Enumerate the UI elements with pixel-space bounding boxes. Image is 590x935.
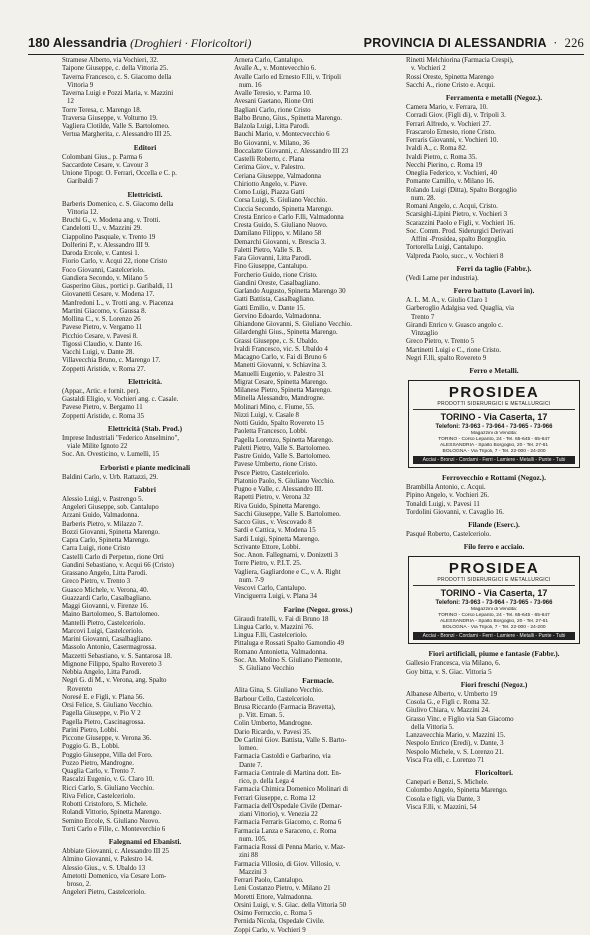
- directory-entry: Colin Umberto, Mandrogne.: [234, 720, 313, 728]
- directory-entry: Goy bitta, v. S. Giac. Vittoria 5: [406, 668, 492, 676]
- directory-entry: Torre Teresa, c. Marengo 18.: [62, 106, 142, 114]
- directory-entry: Soc. An. Molino S. Giuliano Piemonte,: [234, 656, 343, 664]
- directory-entry: Vertua Margherita, c. Alessandro III 25.: [62, 131, 172, 139]
- directory-entry: Giovanetti Cesare, v. Modena 17.: [62, 291, 155, 299]
- section-heading: Ferramenta e metalli (Negoz.).: [445, 93, 543, 102]
- directory-entry: Vittoria 9: [67, 81, 94, 89]
- directory-entry: Riva Guido, Spinetta Marengo.: [234, 502, 321, 510]
- ad-line: BOLOGNA - Via Tripoli, 7 - Tel. 22-000 - 24-200: [442, 625, 546, 631]
- directory-entry: Canepari e Benzi, S. Michele.: [406, 779, 489, 786]
- directory-entry: Migrat Cesare, Spinetta Marengo.: [234, 378, 328, 386]
- ad-brand: PROSIDEA: [448, 560, 540, 578]
- header-subtitle: (Droghieri · Floricoltori): [130, 36, 252, 50]
- directory-entry: Ivaldi Pietro, c. Roma 35.: [406, 153, 477, 161]
- directory-entry: Soc. Comm. Prod. Siderurgici Derivati: [406, 227, 514, 235]
- directory-entry: Pavese Pietro, v. Bergamo 11: [62, 404, 143, 412]
- directory-entry: Negri G. di M., v. Verona, ang. Spalto: [62, 677, 167, 685]
- directory-entry: Alessio Gius., v. S. Ubaldo 13: [62, 864, 146, 872]
- directory-entry: 12: [67, 98, 74, 106]
- directory-entry: Soc. An. Ovesticino, v. Lumelli, 15: [62, 451, 160, 459]
- section-heading: Ferrovecchio e Rottami (Negoz.).: [442, 473, 546, 482]
- header-left: [28, 35, 251, 51]
- directory-entry: Lingua Carlo, v. Mazzini 76.: [234, 623, 314, 631]
- directory-entry: Tordolini Giovanni, v. Cavaglio 16.: [406, 508, 505, 516]
- header-right-number: 226: [564, 35, 584, 50]
- directory-entry: Gandini Sebastiano, v. Acqui 66 (Cristo): [62, 561, 174, 569]
- directory-entry: Robotti Cristoforo, S. Michele.: [62, 801, 148, 808]
- directory-entry: Castelli Carlo di Perpetuo, rione Orti: [62, 553, 164, 561]
- directory-entry: Pesce Pietro, Castelceriolo.: [234, 469, 310, 477]
- prosidea-advertisement: [408, 380, 580, 468]
- directory-entry: Stramese Alberto, via Vochieri, 32.: [62, 57, 159, 64]
- directory-entry: Oneglia Federico, v. Vochieri, 40: [406, 170, 497, 177]
- directory-entry: zini 88: [239, 852, 258, 860]
- section-heading: Farine (Negoz. gross.): [283, 604, 353, 614]
- directory-entry: Bo Giovanni, v. Milano, 36: [234, 139, 310, 147]
- directory-entry: Avesani Gaetano, Rione Orti: [234, 98, 314, 106]
- directory-entry: Faletti Pietro, Valle S. B.: [234, 246, 303, 254]
- directory-entry: Guasco Michele, v. Verona, 40.: [62, 586, 149, 594]
- directory-entry: Ivaldi Francesco, vic. S. Ubaldo 4: [234, 345, 328, 353]
- ad-address: TORINO - Via Caserta, 17: [440, 588, 548, 599]
- directory-entry: Barbour Cello, Castelceriolo.: [234, 695, 315, 703]
- directory-entry: Orsi Felice, S. Giuliano Vecchio.: [62, 702, 153, 709]
- directory-entry: Cosola G., e Figli c. Roma 32.: [406, 699, 490, 706]
- directory-entry: (Vedi Lame per industria).: [406, 274, 479, 282]
- directory-entry: Notti Guido, Spalto Rovereto 15: [234, 420, 324, 427]
- directory-entry: num. 16: [239, 81, 262, 89]
- directory-entry: De Carlini Giov. Battista, Valle S. Barto-: [234, 736, 347, 744]
- directory-entry: Picchio Cesare, v. Pavesi 8.: [62, 332, 138, 340]
- section-heading: Falegnami ed Ebanisti.: [108, 837, 182, 846]
- section-heading: Ferro battuto (Lavori in).: [453, 286, 535, 295]
- directory-entry: Imprese Industriali "Federico Anselmino",: [62, 434, 179, 442]
- directory-entry: Rinetti Melchiorina (Farmacia Crespi),: [406, 57, 514, 64]
- directory-entry: Poggio Giuseppe, Villa del Foro.: [62, 751, 153, 759]
- directory-entry: Vescovi Carlo, Cantalupo.: [234, 585, 307, 592]
- ad-line: TORINO - Corso Lepanto, 24 - Tel. 65-645 - 65-647: [438, 437, 550, 442]
- directory-entry: Scarsighi-Lipini Pietro, v. Vochieri 3: [406, 211, 508, 219]
- directory-entry: Sacchi Giuseppe, Valle S. Bartolomeo.: [234, 510, 341, 518]
- directory-entry: Bagliani Carlo, rione Cristo: [234, 106, 311, 114]
- directory-entry: Torti Carlo e Fille, c. Monteverchio 6: [62, 825, 166, 833]
- header-right: PROVINCIA DI ALESSANDRIA · 226: [363, 35, 584, 50]
- directory-entry: Giulivo Chiara, v. Mazzini 24.: [406, 707, 490, 715]
- directory-entry: Farmacia Castoldi e Garbarino, via: [234, 753, 331, 761]
- directory-entry: Cresta Guido, S. Giuliano Nuovo.: [234, 222, 328, 229]
- section-heading: Ferri da taglio (Fabbr.).: [456, 263, 532, 273]
- directory-entry: Manetti Giovanni, v. Schiavina 3.: [234, 362, 327, 370]
- column-2: [234, 57, 402, 935]
- directory-entry: Maggi Giovanni, v. Firenze 16.: [62, 603, 149, 610]
- ad-line: Magazzini di Vendita:: [470, 607, 518, 613]
- directory-entry: Massolo Antonio, Casermagrossa.: [62, 644, 157, 652]
- directory-entry: Semino Ercole, S. Giuliano Nuovo.: [62, 817, 160, 825]
- directory-entry: Ferrari Giuseppe, c. Roma 12: [234, 794, 316, 802]
- ad-brand: PROSIDEA: [448, 384, 540, 401]
- directory-entry: Chiriotto Angelo, v. Piave.: [234, 180, 308, 188]
- directory-entry: Grassano Angelo, Litta Parodi.: [62, 570, 148, 577]
- directory-entry: Traversa Giuseppe, v. Volturno 19.: [62, 114, 158, 122]
- directory-entry: Barberis Domenico, c. S. Giacomo della: [62, 200, 174, 208]
- directory-entry: Mantelli Pietro, Castelceriolo.: [62, 619, 146, 627]
- directory-entry: Pagella Pietro, Cascinagrossa.: [62, 718, 146, 726]
- directory-entry: Pittaluga e Rossati Spalto Gamondio 49: [234, 640, 345, 648]
- directory-entry: Pavese Umberto, rione Cristo.: [234, 461, 318, 469]
- directory-entry: Zoppetti Aristide, v. Roma 27.: [62, 365, 146, 373]
- section-heading: Filo ferro e acciaio.: [463, 542, 525, 552]
- directory-entry: Taipone Giuseppe, c. della Vittoria 25.: [62, 65, 169, 73]
- directory-entry: Maino Bartolomeo, S. Bartolomeo.: [62, 611, 160, 619]
- ad-footer: Acciai - Bronzi - Cordami - Ferri - Lamiere - Metalli - Punte - Tubi: [413, 456, 575, 464]
- directory-entry: Minella Alessandro, Mandrogne.: [234, 395, 325, 403]
- directory-entry: Rolando Luigi (Ditta), Spalto Borgoglio: [406, 186, 517, 194]
- directory-entry: Pipino Angelo, v. Vochieri 26.: [406, 492, 489, 500]
- column-1: [62, 57, 228, 898]
- directory-entry: Colombo Angelo, Spinetta Marengo.: [406, 787, 508, 795]
- page-number: 180: [28, 35, 50, 50]
- directory-entry: Nespolo Enrico (Eredi), v. Dante, 3: [406, 740, 504, 748]
- directory-entry: Necchi Pierino, c. Roma 19: [406, 161, 483, 169]
- directory-entry: v. Vochieri 2: [411, 65, 446, 73]
- directory-entry: Farmacia Villosio, di Giov. Villosio, v.: [234, 860, 341, 868]
- ad-address: TORINO - Via Caserta, 17: [440, 412, 548, 422]
- directory-entry: Ferraris Giovanni, v. Vochieri 10.: [406, 137, 499, 144]
- page-header: [28, 32, 584, 55]
- ad-line: BOLOGNA - Via Tripoli, 7 - Tel. 22-000 - 24-200: [442, 449, 546, 454]
- ad-phone: Telefoni: 73-963 - 73-964 - 73-965 - 73-966: [435, 600, 553, 607]
- directory-entry: Mazzini 3: [239, 868, 267, 876]
- directory-entry: Milanese Pietro, Spinetta Marengo.: [234, 387, 332, 394]
- directory-entry: Grasso Vinc. e Figlio via San Giacomo: [406, 715, 514, 723]
- directory-entry: Bozzi Giovanni, Spinetta Marengo.: [62, 528, 160, 536]
- directory-entry: Romano Antonietta, Valmadonna.: [234, 648, 328, 656]
- directory-entry: Arzani Guido, Valmadonna.: [62, 512, 140, 520]
- directory-entry: Garlando Augusto, Spinetta Marengo 30: [234, 288, 346, 295]
- directory-entry: Sacchi A., rione Cristo e. Acqui.: [406, 81, 495, 89]
- section-heading: Ferro e Metalli.: [469, 366, 519, 375]
- directory-entry: Giraudi fratelli, v. Fai di Bruno 18: [234, 615, 329, 623]
- header-province: PROVINCIA DI ALESSANDRIA: [363, 35, 547, 50]
- directory-entry: num. 105.: [239, 835, 267, 843]
- directory-entry: Baldini Carlo, v. Urb. Rattazzi, 29.: [62, 473, 159, 481]
- directory-entry: Zoppetti Aristide, c. Roma 35: [62, 412, 144, 420]
- directory-entry: Balzola Luigi, Litta Parodi.: [234, 123, 310, 130]
- directory-entry: Gatti Emilio, v. Dante 15.: [234, 304, 305, 312]
- directory-entry: Garberoglio Adalgisa ved. Quaglia, via: [406, 305, 514, 313]
- directory-entry: Gallesio Francesca, via Milano, 6.: [406, 660, 501, 668]
- section-heading: Elettricisti.: [127, 189, 163, 199]
- directory-entry: Farmacia Chimica Domenico Molinari di: [234, 786, 349, 794]
- directory-entry: Pugno e Valle, c. Alessandro III.: [234, 486, 324, 493]
- directory-entry: num. 7-9: [239, 576, 264, 584]
- directory-entry: Martinetti Luigi e C., rione Cristo.: [406, 346, 501, 354]
- directory-entry: Villavecchia Bruno, c. Marengo 17.: [62, 357, 161, 365]
- directory-entry: Pagella Giuseppe, v. Pio V 2: [62, 710, 141, 718]
- directory-entry: Tortorella Luigi, Cantalupo.: [406, 244, 484, 252]
- directory-entry: Pagella Lorenzo, Spinetta Marengo.: [234, 436, 334, 444]
- directory-entry: Albanese Alberto, v. Umberto 19: [406, 690, 498, 698]
- directory-entry: Vacchi Luigi, v. Dante 28.: [62, 349, 135, 356]
- directory-entry: Saccardote Cesare, v. Cavour 3: [62, 161, 149, 169]
- ad-line: ALESSANDRIA - Spalto Borgoglio, 20 - Tel. 27-61: [439, 443, 549, 448]
- directory-entry: Avalle Carlo ed Ernesto F.lli, v. Tripoli: [234, 73, 342, 81]
- directory-entry: Vinzaglio: [411, 330, 438, 337]
- directory-entry: Demarchi Giovanni, v. Brescia 3.: [234, 238, 326, 246]
- directory-entry: Visca Fra elli, c. Lorenzo 71: [406, 756, 485, 764]
- directory-entry: Carra Luigi, rione Cristo: [62, 545, 131, 553]
- directory-entry: num. 28.: [411, 194, 436, 202]
- directory-entry: Almino Giovanni, v. Palestro 14.: [62, 856, 153, 864]
- directory-entry: Tigossi Claudio, v. Dante 16.: [62, 340, 143, 348]
- directory-entry: Tonaldi Luigi, v. Pavesi 11: [406, 500, 480, 508]
- directory-entry: Osimo Ferruccio, c. Roma 5: [234, 910, 313, 917]
- ad-tagline: PRODOTTI SIDERURGICI E METALLURGICI: [413, 577, 575, 586]
- prosidea-advertisement: [408, 556, 580, 644]
- ad-line: Magazzini di Vendita:: [470, 431, 518, 436]
- directory-entry: Fara Giovanni, Litta Parodi.: [234, 255, 312, 262]
- directory-entry: Corsa Luigi, S. Giuliano Vecchio.: [234, 197, 328, 205]
- section-heading: Fiori artificiali, piume e fantasie (Fabbr.).: [428, 649, 560, 659]
- directory-entry: Foco Giovanni, Castelceriolo.: [62, 266, 145, 274]
- directory-entry: Ferrari Paolo, Cantalupo.: [234, 877, 304, 884]
- directory-entry: Macagno Carlo, v. Fai di Bruno 6: [234, 354, 327, 361]
- section-heading: Floricoltori.: [475, 768, 513, 777]
- directory-entry: Ivaldi A., c. Roma 82.: [406, 145, 467, 153]
- directory-entry: Gandiera Secondo, v. Milano 5: [62, 274, 148, 282]
- directory-entry: Scarazzini Paolo e Figli, v. Vochieri 16.: [406, 219, 515, 227]
- directory-entry: Vittoria 12.: [67, 208, 99, 216]
- section-heading: Erboristi e piante medicinali: [99, 462, 191, 472]
- directory-entry: Avalle Teresio, v. Parma 10.: [234, 90, 312, 97]
- directory-entry: Taverna Luigi e Pozzi Maria, v. Mazzini: [62, 90, 174, 97]
- directory-entry: Riva Felice, Castelceriolo.: [62, 792, 136, 800]
- directory-entry: Ricci Carlo, S. Giuliano Vecchio.: [62, 784, 154, 792]
- directory-entry: Mignone Filippo, Spalto Rovereto 3: [62, 660, 162, 668]
- directory-entry: Ghiandone Giovanni, S. Giuliano Vecchio.: [234, 321, 352, 328]
- directory-entry: Soc. Anon. Fallegnami, v. Donizetti 3: [234, 552, 338, 559]
- directory-entry: Trento 7: [411, 313, 435, 321]
- directory-entry: Vagliera Clotilde, Valle S. Bartolomeo.: [62, 123, 170, 130]
- directory-entry: Forcherio Guido, rione Cristo.: [234, 271, 318, 279]
- directory-entry: Cresta Enrico e Carlo F.lli, Valmadonna: [234, 213, 344, 221]
- section-heading: Editori: [133, 142, 157, 152]
- directory-entry: Paletti Pietro, Valle S. Bartolomeo.: [234, 444, 331, 452]
- directory-entry: Mollina C., v. S. Lorenzo 26: [62, 316, 141, 323]
- directory-entry: Como Luigi, Piazza Gatti: [234, 189, 305, 196]
- directory-entry: Torre Pietro, v. P.I.T. 25.: [234, 560, 302, 568]
- directory-entry: Camera Mario, v. Ferrara, 10.: [406, 104, 488, 111]
- section-heading: Elettricità (Stab. Prod.): [107, 423, 183, 433]
- section-heading: Filande (Eserc.).: [468, 520, 520, 529]
- directory-entry: Cosola e figli, via Dante, 3: [406, 795, 481, 803]
- directory-entry: Pomante Camillo, v. Milano 16.: [406, 178, 495, 186]
- directory-entry: Candelotti U., v. Mazzini 29.: [62, 225, 142, 233]
- ad-footer: Acciai - Bronzi - Cordami - Ferri - Lamiere - Metalli - Punte - Tubi: [413, 632, 575, 640]
- directory-entry: Pastre Guido, Valle S. Bartolomeo.: [234, 453, 331, 460]
- directory-entry: Unione Tipogr. O. Ferrari, Occella e C. p.: [62, 170, 177, 177]
- directory-entry: Nebbia Angelo, Litta Parodi.: [62, 669, 142, 676]
- directory-entry: Rolandi Vittorio, Spinetta Marengo.: [62, 809, 162, 817]
- directory-entry: Sardi e Cattica, v. Modena 15: [234, 527, 316, 535]
- directory-entry: Angeleri Giuseppe, sob. Cantalupo: [62, 504, 159, 511]
- directory-entry: Angeleri Pietro, Castelceriolo.: [62, 889, 146, 897]
- directory-entry: Abbiate Giovanni, c. Alessandro III 25: [62, 848, 169, 855]
- directory-entry: Parini Pietro, Lobbi.: [62, 726, 119, 734]
- directory-entry: Farmacia Rossi di Penna Mario, v. Maz-: [234, 844, 346, 851]
- directory-entry: Gervino Edoardo, Valmadonna.: [234, 312, 322, 320]
- directory-entry: Molinari Mino, c. Fiume, 55.: [234, 403, 315, 411]
- directory-entry: Visca F.lli, v. Mazzini, 54: [406, 803, 477, 811]
- directory-entry: A. L. M. A., v. Giulio Claro 1: [406, 297, 488, 304]
- directory-entry: Vinciguerra Luigi, v. Plana 34: [234, 593, 317, 601]
- directory-entry: Greco Pietro, v. Trento 3: [62, 578, 131, 586]
- ad-line: TORINO - Corso Lepanto, 24 - Tel. 65-645 - 65-647: [438, 613, 550, 619]
- directory-entry: Lingua F.lli, Castelceriolo.: [234, 632, 308, 639]
- directory-entry: Marini Giovanni, Casalbagliano.: [62, 636, 153, 643]
- directory-entry: Cuccia Secondo, Spinetta Marengo.: [234, 205, 333, 213]
- directory-entry: Daroda Ercole, v. Cantesi 1.: [62, 250, 140, 257]
- directory-entry: Dante 7.: [239, 761, 263, 769]
- directory-entry: Farmacia Lanza e Saraceno, c. Roma: [234, 827, 337, 835]
- directory-entry: ziani Vittorio), v. Venezia 22: [239, 811, 318, 818]
- directory-entry: Frascarolo Ernesto, rione Cristo.: [406, 128, 496, 136]
- directory-entry: Ciappolino Pasquale, v. Trento 19: [62, 233, 156, 241]
- directory-entry: Arnera Carlo, Cantalupo.: [234, 57, 304, 64]
- directory-entry: Rossi Oreste, Spinetta Marengo: [406, 73, 494, 81]
- directory-entry: Quaglia Carlo, v. Trento 7.: [62, 768, 136, 775]
- directory-entry: Greco Pietro, v. Trento 5: [406, 338, 475, 346]
- directory-entry: Ferrari Alfredo, v. Vochieri 27.: [406, 120, 491, 128]
- directory-entry: S. Giuliano Vecchio: [239, 665, 295, 672]
- directory-entry: Sardi Luigi, Spinetta Marengo.: [234, 535, 320, 543]
- directory-entry: Gasperino Gius., portici p. Garibaldi, 11: [62, 283, 173, 290]
- ad-tagline: PRODOTTI SIDERURGICI E METALLURGICI: [413, 401, 575, 410]
- directory-entry: lomeo.: [239, 745, 258, 752]
- directory-entry: rico, p. della Lega 4: [239, 778, 295, 785]
- directory-entry: Piccone Giuseppe, v. Verona 36.: [62, 735, 152, 742]
- directory-entry: Corradi Giov. (Figli di), v. Tripoli 3.: [406, 112, 506, 120]
- directory-entry: Rovereto: [67, 685, 93, 693]
- directory-entry: Poggio G. B., Lobbi.: [62, 743, 120, 751]
- directory-entry: Rapetti Pietro, v. Verona 32: [234, 494, 310, 502]
- directory-entry: Martini Giacomo, v. Gaussa 8.: [62, 307, 147, 315]
- directory-entry: Guazzardi Carlo, Casalbagliano.: [62, 594, 152, 602]
- directory-entry: Brambilla Antonio, c. Acqui.: [406, 484, 486, 491]
- directory-entry: Castelli Roberto, c. Plana: [234, 156, 305, 163]
- section-heading: Elettricità.: [128, 376, 162, 386]
- directory-entry: Alessio Luigi, v. Pastrengo 5.: [62, 495, 144, 503]
- directory-entry: Boccalatte Giovanni, c. Alessandro III 23: [234, 147, 349, 155]
- directory-entry: Manfredoni L., v. Trotti ang. v. Piacenza: [62, 299, 174, 307]
- directory-entry: Nespolo Michele, v. S. Lorenzo 21.: [406, 748, 504, 756]
- ad-line: ALESSANDRIA - Spalto Borgoglio, 20 - Tel. 27-61: [439, 619, 549, 625]
- directory-entry: (Appar., Artic. e fornit. per).: [62, 387, 140, 395]
- column-3: [406, 57, 582, 812]
- directory-entry: Moretti Ettore, Valmadonna.: [234, 893, 313, 901]
- directory-entry: della Vittoria 5.: [411, 723, 454, 731]
- directory-entry: broso, 2.: [67, 881, 91, 888]
- directory-entry: Dario Ricardo, v. Pavesi 35.: [234, 728, 312, 736]
- directory-entry: Fino Giuseppe, Cantalupo.: [234, 263, 308, 271]
- section-heading: Fabbri: [134, 484, 156, 494]
- directory-entry: Farmacia dell'Ospedale Civile (Demar-: [234, 802, 343, 810]
- directory-entry: Negri F.lli, spalto Rovereto 9: [406, 354, 487, 362]
- directory-entry: Pozzo Pietro, Mandrogne.: [62, 759, 134, 767]
- directory-entry: Farmacia Centrale di Martina dott. En-: [234, 769, 342, 777]
- directory-entry: Girandi Enrico v. Guasco angolo c.: [406, 321, 503, 329]
- directory-entry: Cerima Giov., v. Palestro.: [234, 164, 305, 172]
- directory-entry: Paoletta Francesco, Lobbi.: [234, 428, 308, 436]
- directory-entry: viale Milite Ignoto 22: [67, 443, 128, 450]
- ad-phone: Telefoni: 73-963 - 73-964 - 73-965 - 73-966: [435, 424, 553, 430]
- directory-entry: Piatonio Paolo, S. Giuliano Vecchio.: [234, 477, 335, 485]
- directory-entry: Pasqué Roberto, Castelceriolo.: [406, 531, 491, 538]
- directory-entry: Damilano Filippo, v. Milano 58: [234, 230, 322, 238]
- header-city: Alessandria: [52, 35, 127, 50]
- directory-entry: Marcovi Luigi, Castelceriolo.: [62, 627, 144, 635]
- directory-entry: Pavese Pietro, v. Vergamo 11: [62, 324, 143, 332]
- directory-entry: Vagliera, Gagliardone e C., v. A. Right: [234, 568, 341, 576]
- directory-entry: Leni Costanzo Pietro, v. Milano 21: [234, 885, 331, 893]
- directory-entry: Lanzavecchia Mario, v. Mazzini 15.: [406, 732, 506, 739]
- directory-entry: Barberis Pietro, v. Milazzo 7.: [62, 520, 143, 528]
- directory-entry: Noresé E. e Figli, v. Plana 56.: [62, 693, 145, 701]
- directory-entry: Bruchi G., v. Modena ang. v. Trotti.: [62, 217, 161, 224]
- directory-entry: Gatti Battista, Casalbagliano.: [234, 296, 315, 304]
- directory-entry: Taverna Francesco, c. S. Giacomo della: [62, 73, 172, 81]
- directory-entry: Pernida Nicola, Ospedale Civile.: [234, 918, 325, 926]
- directory-entry: Balbo Bruno, Gius., Spinetta Marengo.: [234, 114, 342, 122]
- directory-entry: Ceriana Giuseppe, Valmadonna: [234, 172, 321, 180]
- directory-entry: Ametotti Domenico, via Cesare Lom-: [62, 872, 167, 880]
- directory-entry: p. Vitt. Eman. 5.: [239, 712, 285, 719]
- directory-entry: Farmacia Ferraris Giacomo, c. Roma 6: [234, 819, 342, 827]
- directory-entry: Capra Carlo, Spinetta Marengo.: [62, 537, 150, 544]
- directory-entry: Scrivante Ettore, Lobbi.: [234, 543, 301, 551]
- directory-entry: Bauchi Mario, v. Montecvecchio 6: [234, 131, 330, 139]
- section-heading: Fiori freschi (Negoz.): [460, 679, 528, 689]
- directory-entry: Zoppi Carlo, v. Vochieri 9: [234, 926, 306, 934]
- directory-entry: Nizzi Luigi, v. Casale 8: [234, 411, 299, 419]
- directory-entry: Romani Angelo, c. Acqui, Cristo.: [406, 203, 498, 210]
- section-heading: Farmacie.: [302, 676, 334, 686]
- directory-entry: Dolferini P., v. Alessandro III 9.: [62, 241, 150, 249]
- directory-entry: Gilardenghi Gius., Spinetta Marengo.: [234, 329, 338, 337]
- directory-entry: Grassi Giuseppe, c. S. Ubaldo.: [234, 337, 319, 345]
- directory-entry: Sacco Gius., v. Vescovado 8: [234, 519, 312, 526]
- directory-entry: Avalle A., v. Montevecchio 6.: [234, 65, 317, 73]
- directory-entry: Fiorio Carlo, v. Acqui 22, rione Cristo: [62, 258, 168, 266]
- directory-entry: Colombani Gius., p. Parma 6: [62, 153, 143, 161]
- directory-entry: Valpreda Paolo, succ., v. Vochieri 8: [406, 252, 504, 260]
- directory-entry: Affini -Prosidea, spalto Borgoglio.: [411, 236, 507, 243]
- directory-entry: Gastaldi Eligio, v. Vochieri ang. c. Casale.: [62, 396, 179, 403]
- directory-entry: Manuelli Eugenio, v. Palestro 31: [234, 370, 325, 378]
- directory-entry: Garibaldi 7: [67, 178, 99, 186]
- directory-entry: Mazzetti Sebastiano, v. S. Santarosa 18.: [62, 652, 172, 660]
- directory-entry: Brusa Riccardo (Farmacia Bravetta),: [234, 703, 336, 711]
- directory-entry: Rascalzi Eugenio, v. G. Claro 10.: [62, 776, 154, 784]
- directory-entry: Gandini Oreste, Casalbagliano.: [234, 279, 321, 287]
- directory-entry: Orsini Luigi, v. S. Giac. della Vittoria 50: [234, 901, 347, 909]
- directory-entry: Alita Gina, S. Giuliano Vecchio.: [234, 687, 324, 695]
